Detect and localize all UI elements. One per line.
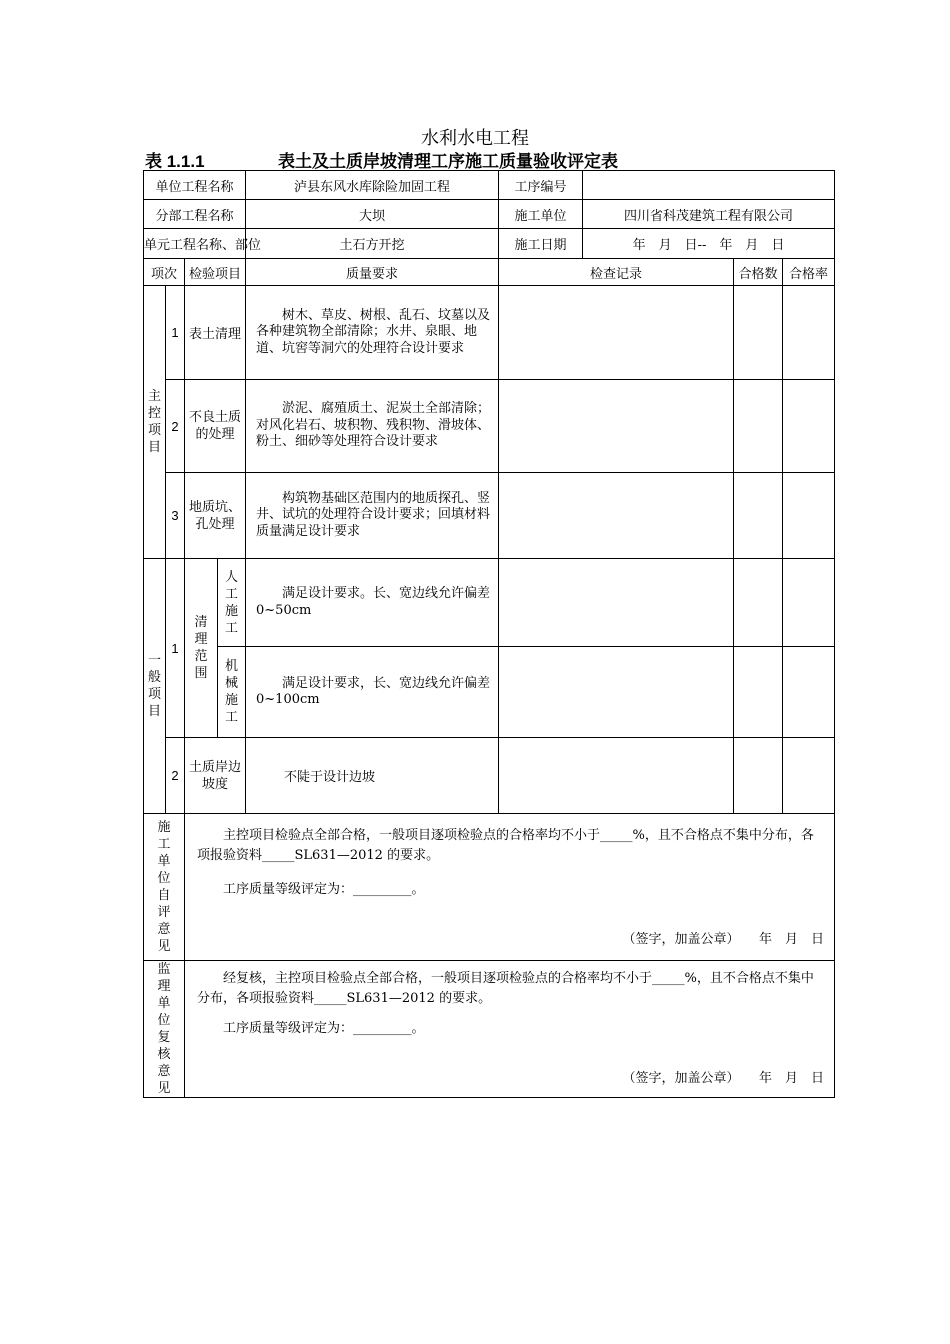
general-sub-item-req: 满足设计要求。长、宽边线允许偏差 0~50cm (246, 559, 499, 647)
main-item-record[interactable] (499, 380, 734, 473)
general-item-no: 1 (166, 559, 185, 738)
general-item-pass-count[interactable] (734, 738, 783, 814)
general-item-record[interactable] (499, 738, 734, 814)
unit-project-value[interactable]: 泸县东风水库除险加固工程 (246, 171, 499, 200)
main-item-record[interactable] (499, 286, 734, 380)
info-row-sub-project (144, 200, 835, 229)
main-item-no: 2 (166, 380, 185, 473)
general-item-name: 土质岸边坡度 (185, 738, 246, 814)
main-group-label: 主控项目 (144, 286, 166, 559)
main-item-no: 1 (166, 286, 185, 380)
general-item-pass-count[interactable] (734, 559, 783, 647)
general-item-row (144, 647, 835, 738)
general-item-pass-rate[interactable] (783, 738, 835, 814)
supervisor-sign-line: （签字，加盖公章） 年 月 日 (622, 1071, 825, 1086)
general-item-record[interactable] (499, 647, 734, 738)
col-pass-count: 合格数 (734, 259, 783, 286)
supervisor-opinion-label: 监理单位复核意见 (144, 961, 185, 1098)
general-item-pass-rate[interactable] (783, 647, 835, 738)
col-quality-req: 质量要求 (246, 259, 499, 286)
supervisor-opinion-body[interactable] (185, 961, 835, 1098)
info-row-element (144, 229, 835, 259)
main-item-no: 3 (166, 473, 185, 559)
sub-project-label: 分部工程名称 (144, 200, 246, 229)
element-value[interactable]: 土石方开挖 (246, 229, 499, 259)
general-item-row (144, 559, 835, 647)
general-item-pass-rate[interactable] (783, 559, 835, 647)
contractor-sign-line: （签字，加盖公章） 年 月 日 (622, 932, 825, 947)
col-item-no: 项次 (144, 259, 185, 286)
general-item-record[interactable] (499, 559, 734, 647)
general-sub-item-name: 机械施工 (218, 647, 246, 738)
general-item-no: 2 (166, 738, 185, 814)
main-item-name: 地质坑、孔处理 (185, 473, 246, 559)
contractor-opinion-text: 主控项目检验点全部合格，一般项目逐项检验点的合格率均不小于_____%，且不合格点不集中分布，各项报验资料_____SL631—2012 的要求。 (197, 828, 814, 863)
supervisor-opinion-text: 经复核，主控项目检验点全部合格，一般项目逐项检验点的合格率均不小于_____%，且不合格点不集中分布，各项报验资料_____SL631—2012 的要求。 (197, 971, 814, 1006)
main-item-row (144, 380, 835, 473)
col-inspect-item: 检验项目 (185, 259, 246, 286)
supervisor-grade-line: 工序质量等级评定为：_________。 (223, 1021, 425, 1036)
process-no-label: 工序编号 (499, 171, 583, 200)
general-item-req: 不陡于设计边坡 (246, 738, 499, 814)
contractor-opinion-row (144, 814, 835, 961)
unit-project-label: 单位工程名称 (144, 171, 246, 200)
main-item-pass-count[interactable] (734, 380, 783, 473)
main-item-req: 淤泥、腐殖质土、泥炭土全部清除；对风化岩石、坡积物、残积物、滑坡体、粉土、细砂等处理符合设计要求 (246, 380, 499, 473)
main-item-req: 构筑物基础区范围内的地质探孔、竖井、试坑的处理符合设计要求；回填材料质量满足设计要求 (246, 473, 499, 559)
general-item-row (144, 738, 835, 814)
contractor-grade-line: 工序质量等级评定为：_________。 (223, 882, 425, 897)
element-label: 单元工程名称、部位 (144, 229, 246, 259)
main-item-pass-rate[interactable] (783, 286, 835, 380)
process-no-value[interactable] (583, 171, 835, 200)
general-item-name: 清理范围 (185, 559, 218, 738)
category-title: 水利水电工程 (421, 128, 529, 149)
main-item-row (144, 473, 835, 559)
main-item-pass-rate[interactable] (783, 473, 835, 559)
general-group-label: 一般项目 (144, 559, 166, 814)
contractor-opinion-body[interactable] (185, 814, 835, 961)
date-value[interactable]: 年 月 日-- 年 月 日 (583, 229, 835, 259)
general-sub-item-name: 人工施工 (218, 559, 246, 647)
main-item-pass-count[interactable] (734, 473, 783, 559)
sub-project-value[interactable]: 大坝 (246, 200, 499, 229)
main-item-name: 表土清理 (185, 286, 246, 380)
main-item-name: 不良土质的处理 (185, 380, 246, 473)
contractor-opinion-label: 施工单位自评意见 (144, 814, 185, 961)
main-item-req: 树木、草皮、树根、乱石、坟墓以及各种建筑物全部清除；水井、泉眼、地道、坑窖等洞穴的处理符合设计要求 (246, 286, 499, 380)
general-item-pass-count[interactable] (734, 647, 783, 738)
supervisor-opinion-row (144, 961, 835, 1098)
evaluation-form-table (143, 170, 835, 1098)
info-row-unit-project (144, 171, 835, 200)
col-inspect-record: 检查记录 (499, 259, 734, 286)
contractor-label: 施工单位 (499, 200, 583, 229)
form-title: 表土及土质岸坡清理工序施工质量验收评定表 (278, 152, 618, 172)
general-sub-item-req: 满足设计要求，长、宽边线允许偏差 0~100cm (246, 647, 499, 738)
main-item-pass-rate[interactable] (783, 380, 835, 473)
column-header-row (144, 259, 835, 286)
main-item-pass-count[interactable] (734, 286, 783, 380)
main-item-row (144, 286, 835, 380)
table-number: 表 1.1.1 (145, 152, 205, 171)
main-item-record[interactable] (499, 473, 734, 559)
col-pass-rate: 合格率 (783, 259, 835, 286)
contractor-value[interactable]: 四川省科茂建筑工程有限公司 (583, 200, 835, 229)
date-label: 施工日期 (499, 229, 583, 259)
